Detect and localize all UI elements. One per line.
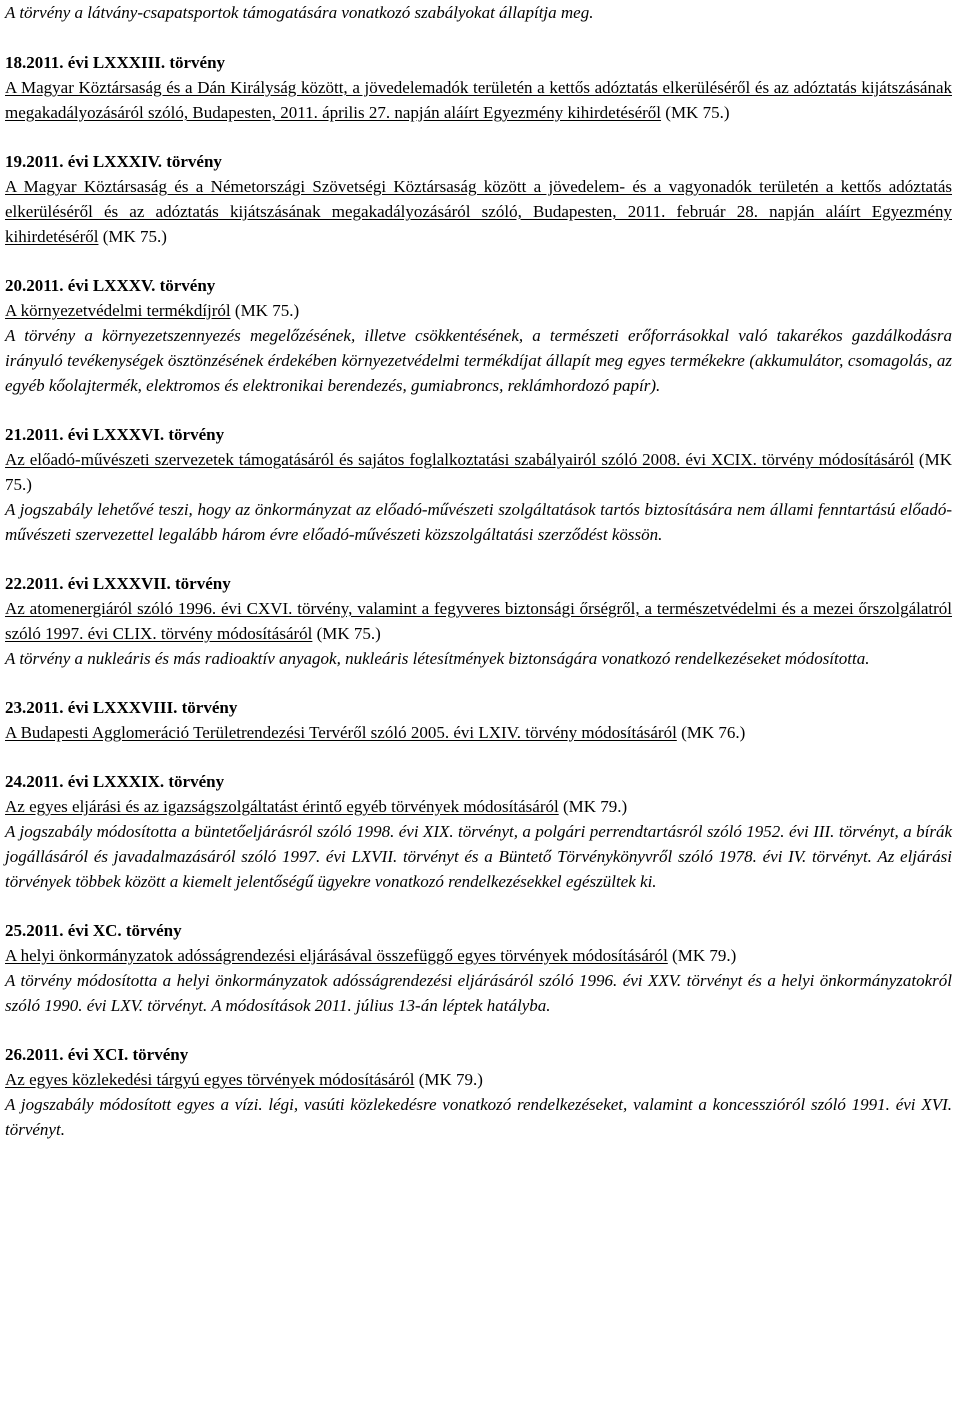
law-reference: (MK 79.) bbox=[414, 1070, 483, 1089]
law-reference: (MK 79.) bbox=[558, 797, 628, 816]
law-reference: (MK 75.) bbox=[230, 301, 300, 320]
law-title-link[interactable]: Az előadó-művészeti szervezetek támogatásáról és sajátos foglalkoztatási szabályairól szóló 2008. évi XCIX. törvény módosításáról bbox=[5, 450, 914, 469]
law-entry-25 bbox=[5, 918, 952, 1018]
law-entry-21 bbox=[5, 422, 952, 547]
law-heading: 26.2011. évi XCI. törvény bbox=[5, 1045, 189, 1064]
law-title bbox=[5, 447, 952, 497]
law-entry-26 bbox=[5, 1042, 952, 1142]
law-entry-19 bbox=[5, 149, 952, 249]
law-entry-23 bbox=[5, 695, 952, 745]
law-heading: 24.2011. évi LXXXIX. törvény bbox=[5, 772, 225, 791]
law-reference: (MK 75.) bbox=[5, 450, 952, 494]
law-summary: A jogszabály módosította a büntetőeljárásról szóló 1998. évi XIX. törvényt, a polgári perrendtartásról szóló 1952. évi III. törvényt, a bírák jogállásáról és javadalmazásáról szóló 1997. évi LXVII. törvényt és a Büntető Törvénykönyvről szóló 1978. évi IV. törvényt. Az eljárási törvények többek között a kiemelt jelentőségű ügyekre vonatkozó rendelkezésekkel egészültek ki. bbox=[5, 822, 952, 891]
law-title-link[interactable]: Az atomenergiáról szóló 1996. évi CXVI. törvény, valamint a fegyveres biztonsági őrségről, a természetvédelmi és a mezei őrszolgálatról szóló 1997. évi CLIX. törvény módosításáról bbox=[5, 599, 952, 643]
law-title bbox=[5, 174, 952, 249]
law-heading: 18.2011. évi LXXXIII. törvény bbox=[5, 53, 226, 72]
law-reference: (MK 76.) bbox=[676, 723, 746, 742]
law-summary: A törvény a nukleáris és más radioaktív anyagok, nukleáris létesítmények biztonságára vonatkozó rendelkezéseket módosította. bbox=[5, 649, 870, 668]
law-heading: 22.2011. évi LXXXVII. törvény bbox=[5, 574, 231, 593]
law-summary: A jogszabály módosított egyes a vízi. légi, vasúti közlekedésre vonatkozó rendelkezéseket, valamint a koncesszióról szóló 1991. évi XVI. törvényt. bbox=[5, 1095, 952, 1139]
law-title bbox=[5, 75, 952, 125]
law-title-link[interactable]: A Budapesti Agglomeráció Területrendezési Tervéről szóló 2005. évi LXIV. törvény módosításáról bbox=[5, 723, 677, 742]
law-reference: (MK 75.) bbox=[98, 227, 167, 246]
law-reference: (MK 75.) bbox=[312, 624, 381, 643]
law-summary: A törvény módosította a helyi önkormányzatok adósságrendezési eljárásáról szóló 1996. évi XXV. törvényt és a helyi önkormányzatokról szóló 1990. évi LXV. törvényt. A módosítások 2011. július 13-án léptek hatályba. bbox=[5, 971, 952, 1015]
law-title bbox=[5, 943, 952, 968]
law-entry-20 bbox=[5, 273, 952, 398]
law-heading: 19.2011. évi LXXXIV. törvény bbox=[5, 152, 222, 171]
law-reference: (MK 75.) bbox=[661, 103, 730, 122]
law-entry-22 bbox=[5, 571, 952, 671]
law-reference: (MK 79.) bbox=[667, 946, 737, 965]
law-title-link[interactable]: A helyi önkormányzatok adósságrendezési eljárásával összefüggő egyes törvények módosításáról bbox=[5, 946, 668, 965]
law-heading: 20.2011. évi LXXXV. törvény bbox=[5, 276, 216, 295]
law-title-link[interactable]: A Magyar Köztársaság és a Németországi Szövetségi Köztársaság között a jövedelem- és a vagyonadók területén a kettős adóztatás elkerüléséről és az adóztatás kijátszásának megakadályozásáról szóló, Budapesten, 2011. február 28. napján aláírt Egyezmény kihirdetéséről bbox=[5, 177, 952, 246]
law-title-link[interactable]: A Magyar Köztársaság és a Dán Királyság között, a jövedelemadók területén a kettős adóztatás elkerüléséről és az adóztatás kijátszásának megakadályozásáról szóló, Budapesten, 2011. április 27. napján aláírt Egyezmény kihirdetéséről bbox=[5, 78, 952, 122]
law-summary: A törvény a környezetszennyezés megelőzésének, illetve csökkentésének, a természeti erőforrásokkal való takarékos gazdálkodásra irányuló tevékenységek ösztönzésének érdekében környezetvédelmi termékdíjat állapít meg egyes termékekre (akkumulátor, csomagolás, az egyéb kőolajtermék, elektromos és elektronikai berendezés, gumiabroncs, reklámhordozó papír). bbox=[5, 326, 952, 395]
law-title bbox=[5, 794, 952, 819]
law-title bbox=[5, 298, 952, 323]
law-entry-18 bbox=[5, 50, 952, 125]
law-heading: 25.2011. évi XC. törvény bbox=[5, 921, 182, 940]
law-title bbox=[5, 596, 952, 646]
law-title bbox=[5, 1067, 952, 1092]
law-heading: 21.2011. évi LXXXVI. törvény bbox=[5, 425, 225, 444]
law-title-link[interactable]: Az egyes eljárási és az igazságszolgáltatást érintő egyéb törvények módosításáról bbox=[5, 797, 559, 816]
law-title-link[interactable]: Az egyes közlekedési tárgyú egyes törvények módosításáról bbox=[5, 1070, 415, 1089]
intro-paragraph: A törvény a látvány-csapatsportok támogatására vonatkozó szabályokat állapítja meg. bbox=[5, 3, 594, 22]
law-title bbox=[5, 720, 952, 745]
law-heading: 23.2011. évi LXXXVIII. törvény bbox=[5, 698, 238, 717]
law-summary: A jogszabály lehetővé teszi, hogy az önkormányzat az előadó-művészeti szolgáltatások tartós biztosítására nem állami fenntartású előadó-művészeti szervezettel legalább három évre előadó-művészeti közszolgáltatási szerződést kössön. bbox=[5, 500, 952, 544]
law-entry-24 bbox=[5, 769, 952, 894]
law-title-link[interactable]: A környezetvédelmi termékdíjról bbox=[5, 301, 231, 320]
